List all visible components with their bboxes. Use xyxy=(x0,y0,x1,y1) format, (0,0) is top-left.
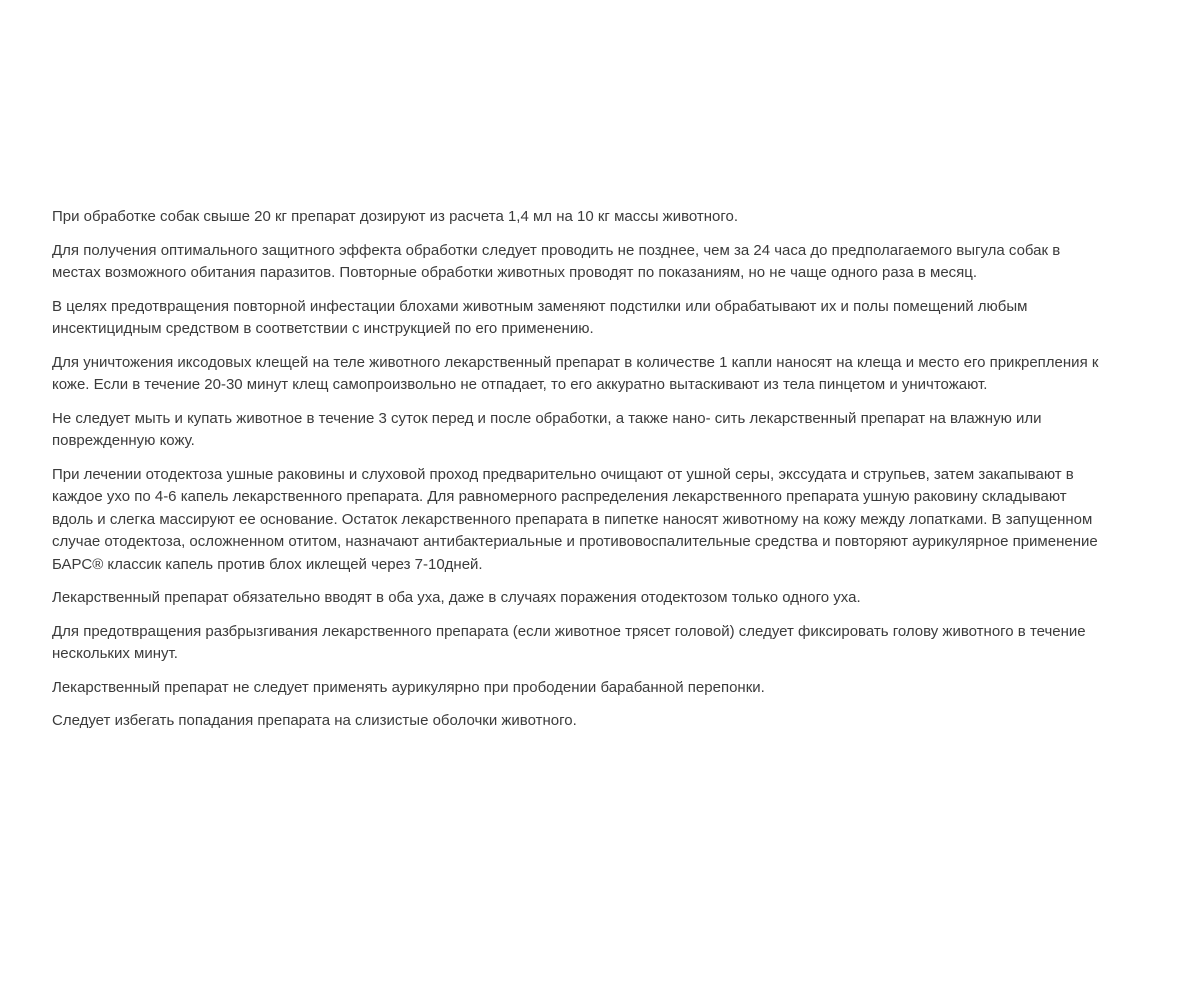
paragraph-tick-removal: Для уничтожения иксодовых клещей на теле животного лекарственный препарат в количестве 1 капли наносят на клеща и место его прикрепления к коже. Если в течение 20-30 минут клещ самопроизвольно не отпадает, то его аккуратно вытаскивают из тела пинцетом и уничтожают. xyxy=(52,353,1099,393)
paragraph-otodectosis-treatment: При лечении отодектоза ушные раковины и слуховой проход предварительно очищают от ушной серы, экссудата и струпьев, затем закапывают в каждое ухо по 4-6 капель лекарственного препарата. Для равномерного распределения лекарственного препарата ушную раковину складывают вдоль и слегка массируют ее основание. Остаток лекарственного препарата в пипетке наносят животному на кожу между лопатками. В запущенном случае отодектоза, осложненном отитом, назначают антибактериальные и противовоспалительные средства и повторяют аурикулярное применение БАРС® классик капель против блох иклещей через 7-10дней. xyxy=(52,465,1098,573)
paragraph-reinfestation-prevention: В целях предотвращения повторной инфестации блохами животным заменяют подстилки или обрабатывают их и полы помещений любым инсектицидным средством в соответствии с инструкцией по его применению. xyxy=(52,297,1028,337)
paragraph-dosage: При обработке собак свыше 20 кг препарат дозируют из расчета 1,4 мл на 10 кг массы животного. xyxy=(52,208,739,225)
paragraph-mucous-membranes: Следует избегать попадания препарата на слизистые оболочки животного. xyxy=(52,712,577,729)
paragraph-bathing-warning: Не следует мыть и купать животное в течение 3 суток перед и после обработки, а также нано- сить лекарственный препарат на влажную или поврежденную кожу. xyxy=(52,409,1042,449)
paragraph-treatment-timing: Для получения оптимального защитного эффекта обработки следует проводить не позднее, чем за 24 часа до предполагаемого выгула собак в местах возможного обитания паразитов. Повторные обработки животных проводят по показаниям, но не чаще одного раза в месяц. xyxy=(52,241,1061,281)
paragraph-both-ears: Лекарственный препарат обязательно вводят в оба уха, даже в случаях поражения отодектозом только одного уха. xyxy=(52,589,861,606)
paragraph-head-fixation: Для предотвращения разбрызгивания лекарственного препарата (если животное трясет головой) следует фиксировать голову животного в течение нескольких минут. xyxy=(52,622,1086,662)
paragraph-eardrum-perforation: Лекарственный препарат не следует применять аурикулярно при прободении барабанной перепонки. xyxy=(52,678,765,696)
instruction-text-block xyxy=(52,206,1102,744)
